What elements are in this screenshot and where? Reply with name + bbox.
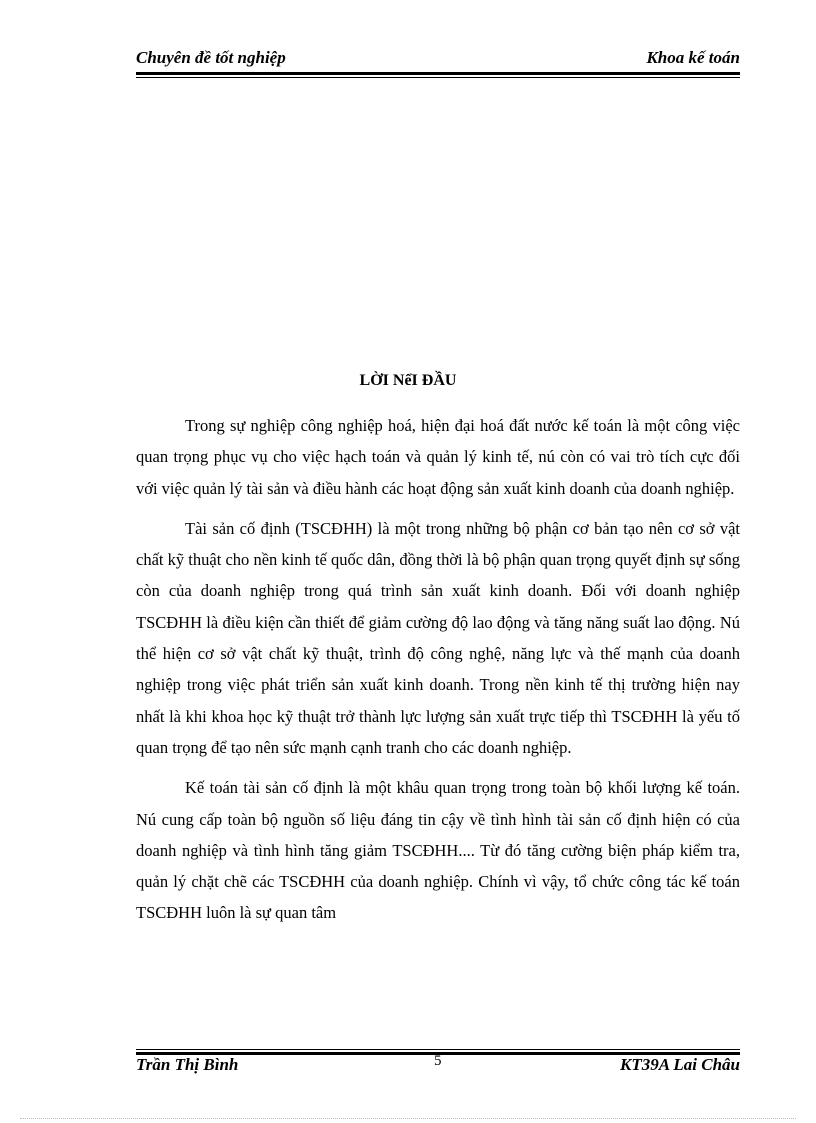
page-header: [136, 48, 740, 68]
header-right-text: Khoa kế toán: [646, 48, 740, 67]
footer-class: KT39A Lai Châu: [620, 1055, 740, 1074]
page-footer: [136, 1055, 740, 1075]
header-divider: [136, 72, 740, 78]
page-bottom-border: [20, 1118, 796, 1119]
header-left-text: Chuyên đề tốt nghiệp: [136, 48, 286, 67]
paragraph-2: Tài sản cố định (TSCĐHH) là một trong những bộ phận cơ bản tạo nên cơ sở vật chất kỹ thuật cho nền kinh tế quốc dân, đồng thời là bộ phận quan trọng quyết định sự sống còn của doanh nghiệp trong quá trình sản xuất kinh doanh. Đối với doanh nghiệp TSCĐHH là điều kiện cần thiết để giảm cường độ lao động và tăng năng suất lao động. Nú thể hiện cơ sở vật chất kỹ thuật, trình độ công nghệ, năng lực và thế mạnh của doanh nghiệp trong việc phát triển sản xuất kinh doanh. Trong nền kinh tế thị trường hiện nay nhất là khi khoa học kỹ thuật trở thành lực lượng sản xuất trực tiếp thì TSCĐHH là yếu tố quan trọng để tạo nên sức mạnh cạnh tranh cho các doanh nghiệp.: [136, 518, 740, 757]
paragraph-3: Kế toán tài sản cố định là một khâu quan trọng trong toàn bộ khối lượng kế toán. Nú cung cấp toàn bộ nguồn số liệu đáng tin cậy về tình hình tài sản cố định hiện có của doanh nghiệp và tình hình tăng giảm TSCĐHH.... Từ đó tăng cường biện pháp kiểm tra, quản lý chặt chẽ các TSCĐHH của doanh nghiệp. Chính vì vậy, tổ chức công tác kế toán TSCĐHH luôn là sự quan tâm: [136, 778, 740, 923]
document-body: [136, 410, 740, 938]
page-number: 5: [434, 1053, 442, 1069]
document-title: LỜI NểI ĐẦU: [359, 372, 457, 389]
paragraph-1: Trong sự nghiệp công nghiệp hoá, hiện đại hoá đất nước kế toán là một công việc quan trọng phục vụ cho việc hạch toán và quản lý kinh tế, nú còn có vai trò tích cực đối với việc quản lý tài sản và điều hành các hoạt động sản xuất kinh doanh của doanh nghiệp.: [136, 416, 740, 498]
footer-author: Trần Thị Bình: [136, 1055, 239, 1074]
